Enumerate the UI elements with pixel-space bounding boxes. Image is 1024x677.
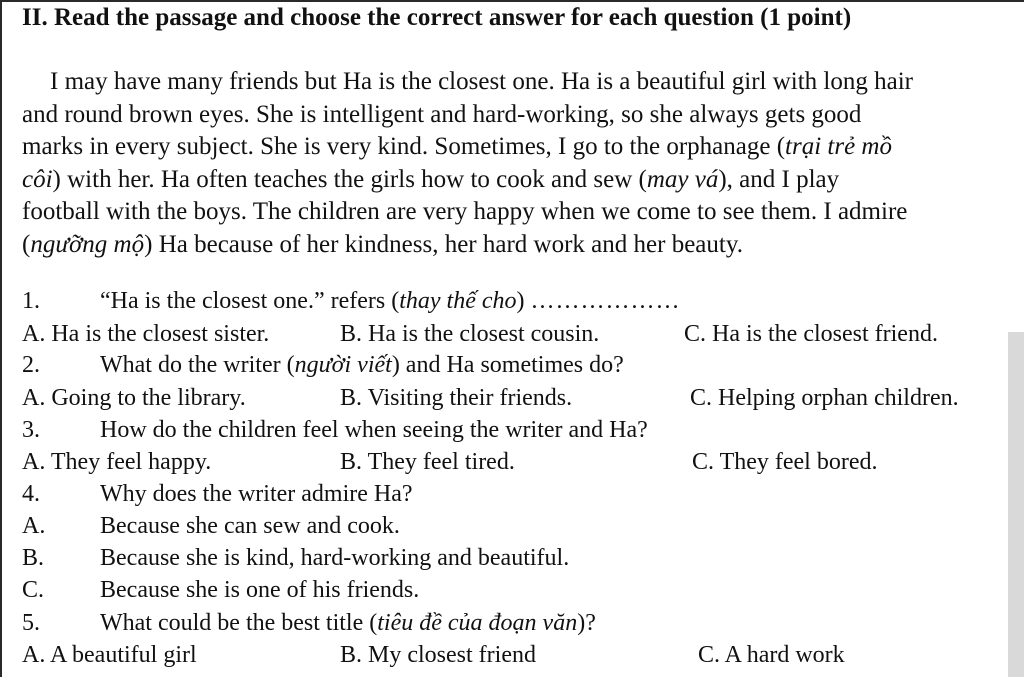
- question-text-part: ): [516, 288, 531, 314]
- scroll-gutter: [1008, 332, 1024, 677]
- option-text: Because she can sew and cook.: [100, 513, 400, 539]
- page-border-top: [0, 0, 1024, 2]
- option-b[interactable]: B. My closest friend: [340, 642, 536, 668]
- question-number: 1.: [22, 288, 40, 314]
- question-text: [100, 352, 624, 379]
- option-label: A.: [22, 513, 46, 539]
- passage-line: [22, 99, 1018, 132]
- vietnamese-gloss: côi: [22, 165, 53, 193]
- section-heading: II. Read the passage and choose the correct answer for each question (1 point): [22, 4, 852, 31]
- answer-blank: ………………: [530, 288, 681, 314]
- option-a[interactable]: A. Going to the library.: [22, 385, 246, 411]
- passage-line: [22, 66, 1018, 99]
- question-number: 2.: [22, 352, 40, 378]
- passage-text: football with the boys. The children are very happy when we come to see them. I admire: [22, 198, 908, 226]
- option-label: B.: [22, 545, 45, 571]
- option-a[interactable]: A. A beautiful girl: [22, 642, 197, 668]
- question-text: Why does the writer admire Ha?: [100, 481, 413, 507]
- passage-line: [22, 229, 1018, 262]
- question-text-part: “Ha is the closest one.” refers (: [100, 288, 400, 314]
- option-text: Because she is one of his friends.: [100, 577, 420, 603]
- question-text-part: )?: [577, 610, 596, 636]
- option-a[interactable]: A. They feel happy.: [22, 449, 212, 475]
- question-text-part: What do the writer (: [100, 352, 295, 378]
- option-c[interactable]: C. Helping orphan children.: [690, 385, 959, 411]
- question-number: 4.: [22, 481, 40, 507]
- passage-text: I may have many friends but Ha is the closest one. Ha is a beautiful girl with long hair: [50, 68, 913, 95]
- question-number: 3.: [22, 417, 40, 443]
- question-text: [100, 288, 681, 315]
- question-text: [100, 610, 596, 637]
- vietnamese-gloss: may vá: [646, 165, 719, 193]
- question-text: How do the children feel when seeing the writer and Ha?: [100, 417, 648, 443]
- vietnamese-gloss: thay thế cho: [399, 288, 517, 314]
- reading-passage: [22, 66, 1018, 262]
- option-text: Because she is kind, hard-working and beautiful.: [100, 545, 570, 571]
- option-c[interactable]: C. They feel bored.: [692, 449, 878, 475]
- option-c[interactable]: C. Ha is the closest friend.: [684, 321, 938, 347]
- question-text-part: What could be the best title (: [100, 610, 378, 636]
- question-text-part: ) and Ha sometimes do?: [391, 352, 624, 378]
- passage-text: ), and I play: [718, 165, 840, 193]
- vietnamese-gloss: ngưỡng mộ: [30, 230, 145, 258]
- page-border-left: [0, 0, 2, 677]
- question-number: 5.: [22, 610, 40, 636]
- passage-text: ) with her. Ha often teaches the girls how to cook and sew (: [52, 165, 647, 193]
- option-b[interactable]: B. Ha is the closest cousin.: [340, 321, 600, 347]
- passage-text: ) Ha because of her kindness, her hard work and her beauty.: [144, 230, 743, 258]
- passage-line: [22, 196, 1018, 229]
- option-b[interactable]: B. They feel tired.: [340, 449, 515, 475]
- vietnamese-gloss: người viết: [294, 352, 392, 378]
- passage-line: [22, 131, 1018, 164]
- passage-line: [22, 164, 1018, 197]
- passage-text: (: [22, 230, 31, 258]
- passage-text: marks in every subject. She is very kind. Sometimes, I go to the orphanage (: [22, 133, 786, 161]
- vietnamese-gloss: tiêu đề của đoạn văn: [377, 610, 578, 636]
- vietnamese-gloss: trại trẻ mồ: [785, 133, 892, 161]
- option-a[interactable]: A. Ha is the closest sister.: [22, 321, 270, 347]
- option-b[interactable]: B. Visiting their friends.: [340, 385, 573, 411]
- option-c[interactable]: C. A hard work: [698, 642, 845, 668]
- passage-text: and round brown eyes. She is intelligent and hard-working, so she always gets good: [22, 100, 862, 128]
- option-label: C.: [22, 577, 45, 603]
